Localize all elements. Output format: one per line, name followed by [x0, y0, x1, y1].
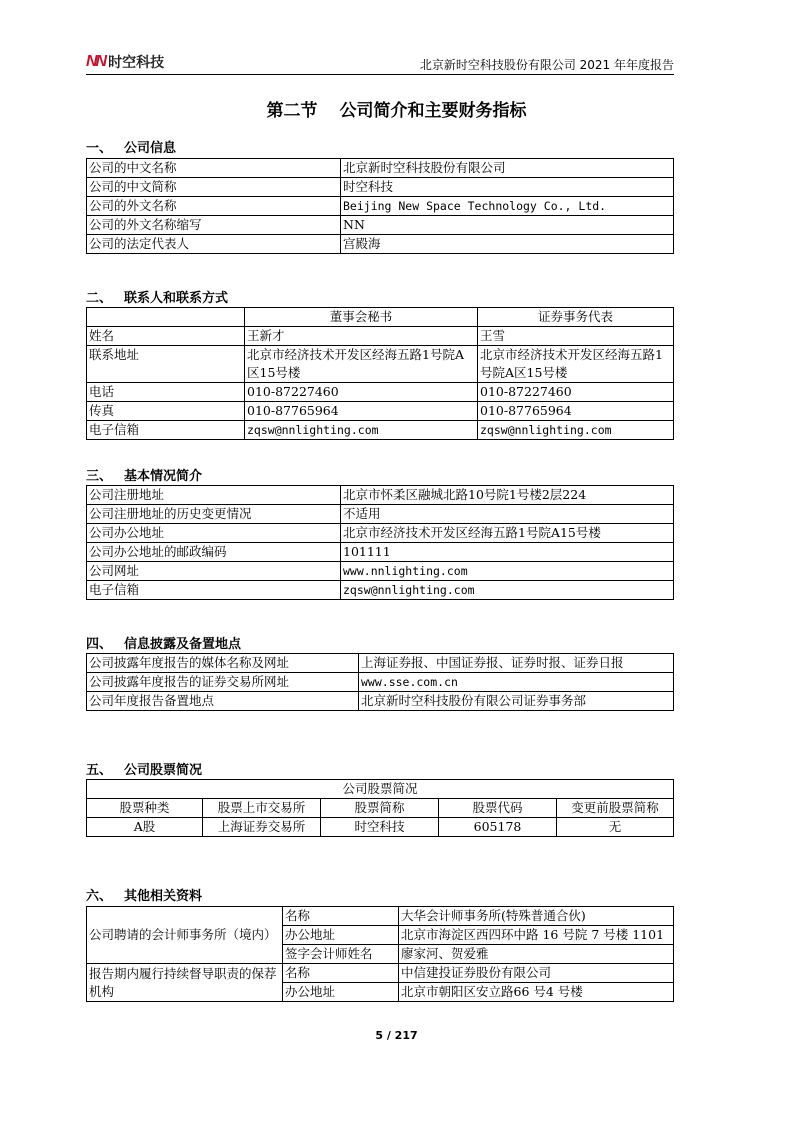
table-row: 签字会计师姓名 廖家河、贺爱雅 — [87, 945, 674, 964]
table-title-row: 公司股票简况 — [87, 780, 674, 799]
section-heading-1: 一、 公司信息 — [86, 141, 177, 156]
table-row: 电子信箱 zqsw@nnlighting.com zqsw@nnlighting.com — [87, 421, 674, 440]
table-row: A股 上海证券交易所 时空科技 605178 无 — [87, 818, 674, 837]
basic-info-table — [86, 485, 674, 600]
section-name: 公司简介和主要财务指标 — [339, 101, 527, 121]
section-number: 第二节 — [266, 101, 318, 121]
section-heading-4: 四、 信息披露及备置地点 — [86, 637, 242, 652]
logo-text: 时空科技 — [108, 55, 165, 71]
company-info-table — [86, 158, 674, 254]
table-row: 公司网址 www.nnlighting.com — [87, 562, 674, 581]
table-row: 公司的外文名称缩写 NN — [87, 216, 674, 235]
table-row: 公司的外文名称 Beijing New Space Technology Co., Ltd. — [87, 197, 674, 216]
table-row: 办公地址 北京市海淀区西四环中路 16 号院 7 号楼 1101 — [87, 926, 674, 945]
table-row: 传真 010-87765964 010-87765964 — [87, 402, 674, 421]
table-row: 公司办公地址的邮政编码 101111 — [87, 543, 674, 562]
company-logo — [86, 53, 164, 71]
page-title — [0, 96, 793, 121]
contacts-table — [86, 307, 674, 440]
section-heading-5: 五、 公司股票简况 — [86, 763, 203, 778]
table-row: 公司注册地址 北京市怀柔区融城北路10号院1号楼2层224 — [87, 486, 674, 505]
report-title: 北京新时空科技股份有限公司 2021 年年度报告 — [419, 58, 674, 72]
table-row: 公司的法定代表人 宫殿海 — [87, 235, 674, 254]
section-heading-3: 三、 基本情况简介 — [86, 469, 203, 484]
table-row: 公司办公地址 北京市经济技术开发区经海五路1号院A15号楼 — [87, 524, 674, 543]
page-number: 5 / 217 — [375, 1029, 418, 1042]
table-row: 公司披露年度报告的证券交易所网址 www.sse.com.cn — [87, 673, 674, 692]
table-row: 办公地址 北京市朝阳区安立路66 号4 号楼 — [87, 983, 674, 1002]
table-row: 电子信箱 zqsw@nnlighting.com — [87, 581, 674, 600]
table-row: 公司聘请的会计师事务所（境内） 名称 大华会计师事务所(特殊普通合伙) — [87, 907, 674, 926]
section-heading-6: 六、 其他相关资料 — [86, 889, 203, 904]
table-row: 公司披露年度报告的媒体名称及网址 上海证券报、中国证券报、证券时报、证券日报 — [87, 654, 674, 673]
table-header-row: 董事会秘书 证券事务代表 — [87, 308, 674, 327]
table-row: 公司注册地址的历史变更情况 不适用 — [87, 505, 674, 524]
logo-mark: NN — [86, 53, 106, 70]
table-row: 联系地址 北京市经济技术开发区经海五路1号院A区15号楼 北京市经济技术开发区经海五路1号院A区15号楼 — [87, 346, 674, 383]
stock-table — [86, 779, 674, 837]
table-row: 电话 010-87227460 010-87227460 — [87, 383, 674, 402]
other-info-table — [86, 906, 674, 1002]
table-row: 公司的中文简称 时空科技 — [87, 178, 674, 197]
table-header-row: 股票种类 股票上市交易所 股票简称 股票代码 变更前股票简称 — [87, 799, 674, 818]
table-row: 报告期内履行持续督导职责的保荐机构 名称 中信建投证券股份有限公司 — [87, 964, 674, 983]
table-row: 公司年度报告备置地点 北京新时空科技股份有限公司证券事务部 — [87, 692, 674, 711]
table-row: 公司的中文名称 北京新时空科技股份有限公司 — [87, 159, 674, 178]
disclosure-table — [86, 653, 674, 711]
table-row: 姓名 王新才 王雪 — [87, 327, 674, 346]
page-header — [86, 52, 674, 75]
section-heading-2: 二、 联系人和联系方式 — [86, 291, 229, 306]
